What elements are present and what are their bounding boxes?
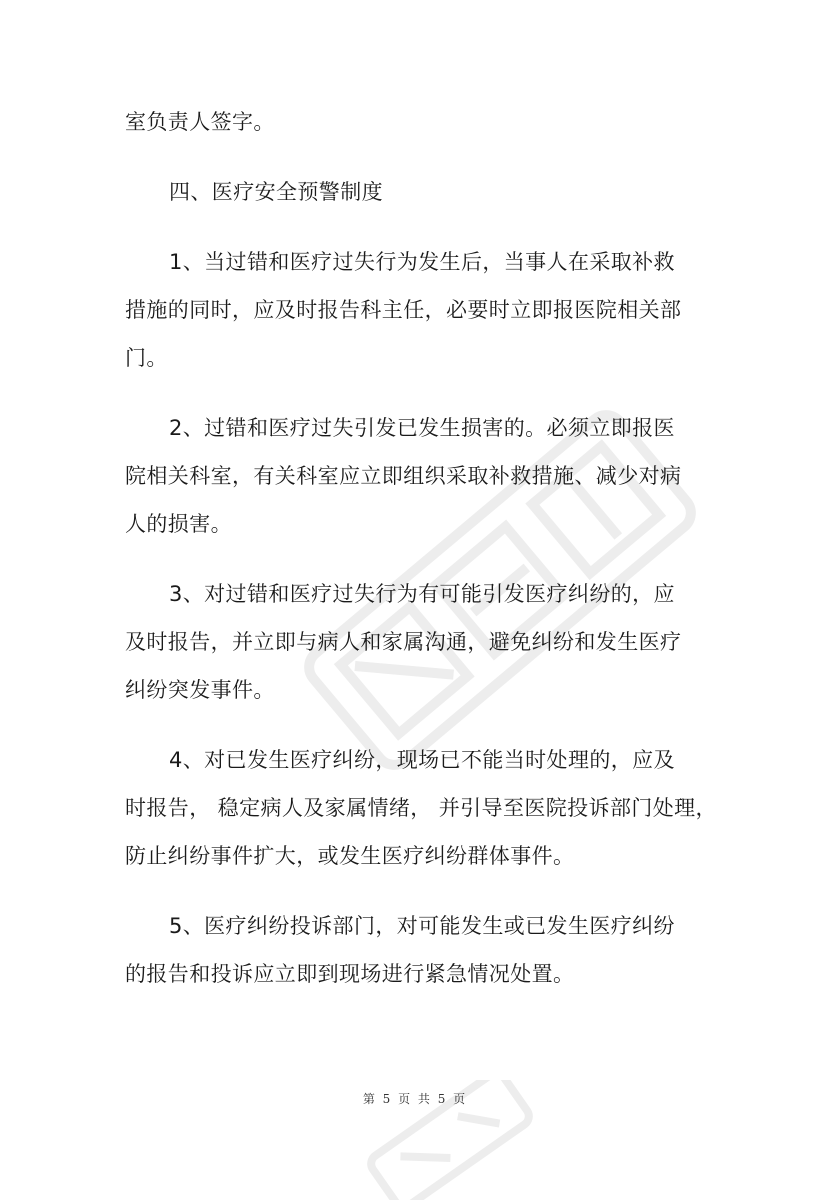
paragraph-line: 5、医疗纠纷投诉部门，对可能发生或已发生医疗纠纷	[169, 914, 675, 938]
paragraph-line: 的报告和投诉应立即到现场进行紧急情况处置。	[125, 962, 575, 986]
paragraph-3	[125, 570, 720, 714]
paragraph-line: 4、对已发生医疗纠纷，现场已不能当时处理的，应及	[169, 748, 675, 772]
paragraph-line: 措施的同时，应及时报告科主任，必要时立即报医院相关部	[125, 298, 682, 322]
paragraph-line: 2、过错和医疗过失引发已发生损害的。必须立即报医	[169, 416, 675, 440]
paragraph-line: 及时报告，并立即与病人和家属沟通，避免纠纷和发生医疗	[125, 630, 682, 654]
paragraph-line: 时报告， 稳定病人及家属情绪， 并引导至医院投诉部门处理，	[125, 796, 717, 820]
paragraph-1	[125, 238, 720, 382]
document-body	[125, 98, 720, 1020]
paragraph-line: 1、当过错和医疗过失行为发生后，当事人在采取补救	[169, 250, 675, 274]
paragraph-line: 纠纷突发事件。	[125, 678, 275, 702]
paragraph-line: 3、对过错和医疗过失行为有可能引发医疗纠纷的，应	[169, 582, 675, 606]
paragraph-2	[125, 404, 720, 548]
page-footer: 第 5 页 共 5 页	[362, 1092, 468, 1106]
paragraph-line: 人的损害。	[125, 512, 232, 536]
paragraph-line: 院相关科室，有关科室应立即组织采取补救措施、减少对病	[125, 464, 682, 488]
paragraph-5	[125, 902, 720, 998]
section-heading: 四、医疗安全预警制度	[169, 180, 383, 204]
paragraph-line: 门。	[125, 346, 168, 370]
continuation-text: 室负责人签字。	[125, 110, 275, 134]
paragraph-4	[125, 736, 720, 880]
paragraph-line: 防止纠纷事件扩大，或发生医疗纠纷群体事件。	[125, 844, 575, 868]
